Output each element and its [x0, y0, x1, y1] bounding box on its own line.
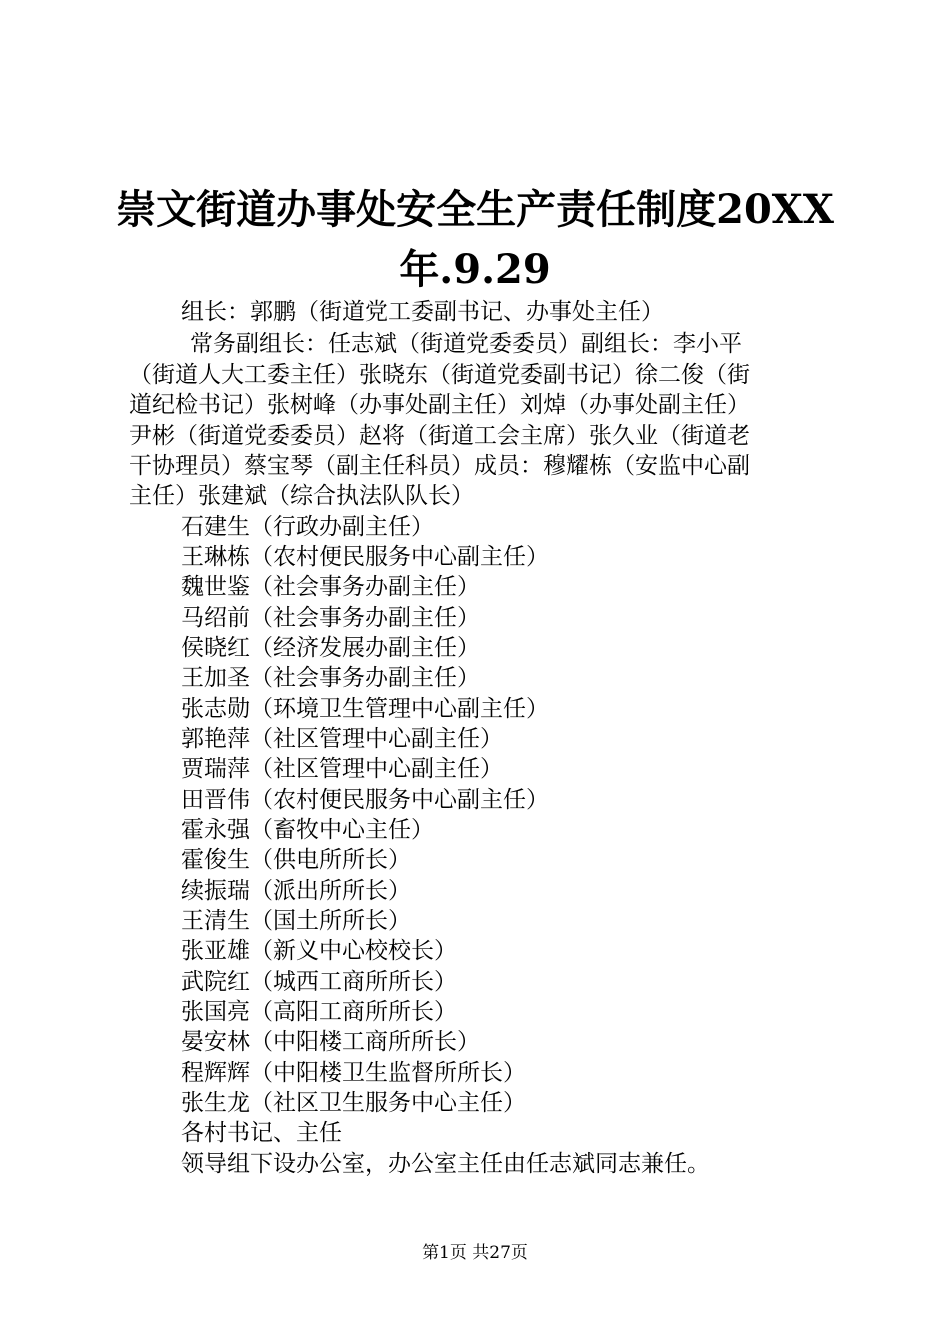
deputies-line: 干协理员）蔡宝琴（副主任科员）成员：穆耀栋（安监中心副 [129, 453, 750, 479]
document-title-line1: 崇文街道办事处安全生产责任制度20XX [116, 186, 834, 233]
member-line: 晏安林（中阳楼工商所所长） [181, 1029, 480, 1055]
deputies-line: 常务副组长：任志斌（街道党委委员）副组长：李小平 [190, 331, 742, 357]
deputies-line: 主任）张建斌（综合执法队队长） [129, 483, 474, 509]
member-line: 各村书记、主任 [181, 1120, 342, 1146]
leader-line: 组长：郭鹏（街道党工委副书记、办事处主任） [181, 299, 664, 325]
member-line: 张亚雄（新义中心校校长） [181, 938, 457, 964]
member-line: 石建生（行政办副主任） [181, 514, 434, 540]
member-line: 程辉辉（中阳楼卫生监督所所长） [181, 1060, 526, 1086]
closing-line: 领导组下设办公室，办公室主任由任志斌同志兼任。 [181, 1151, 710, 1177]
member-line: 马绍前（社会事务办副主任） [181, 605, 480, 631]
member-line: 霍永强（畜牧中心主任） [181, 817, 434, 843]
deputies-line: 道纪检书记）张树峰（办事处副主任）刘焯（办事处副主任） [129, 392, 750, 418]
deputies-line: 尹彬（街道党委委员）赵将（街道工会主席）张久业（街道老 [129, 423, 750, 449]
member-line: 王清生（国土所所长） [181, 908, 411, 934]
member-line: 张生龙（社区卫生服务中心主任） [181, 1090, 526, 1116]
member-line: 武院红（城西工商所所长） [181, 969, 457, 995]
member-line: 贾瑞萍（社区管理中心副主任） [181, 756, 503, 782]
member-line: 张志勋（环境卫生管理中心副主任） [181, 696, 549, 722]
member-line: 王加圣（社会事务办副主任） [181, 665, 480, 691]
member-line: 续振瑞（派出所所长） [181, 878, 411, 904]
member-line: 田晋伟（农村便民服务中心副主任） [181, 787, 549, 813]
page-number-footer: 第1页 共27页 [422, 1243, 528, 1263]
deputies-line: （街道人大工委主任）张晓东（街道党委副书记）徐二俊（街 [129, 362, 750, 388]
member-line: 郭艳萍（社区管理中心副主任） [181, 726, 503, 752]
member-line: 侯晓红（经济发展办副主任） [181, 635, 480, 661]
member-line: 魏世鉴（社会事务办副主任） [181, 574, 480, 600]
member-line: 王琳栋（农村便民服务中心副主任） [181, 544, 549, 570]
document-title-line2: 年.9.29 [399, 246, 551, 293]
member-line: 霍俊生（供电所所长） [181, 847, 411, 873]
member-line: 张国亮（高阳工商所所长） [181, 999, 457, 1025]
